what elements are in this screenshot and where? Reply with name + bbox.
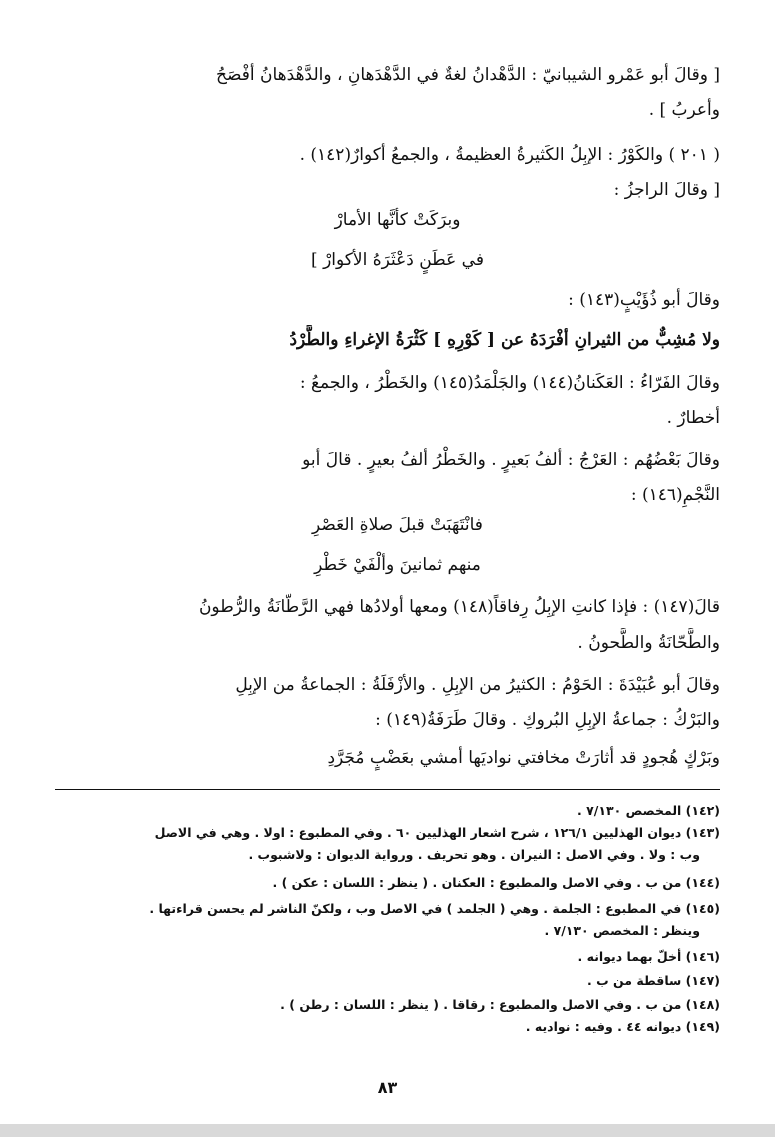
text-line: وأعربُ ] . [648, 100, 720, 120]
scan-edge [0, 1124, 775, 1137]
verse-line: وبَرْكٍ هُجودٍ قد أثارَتْ مخافتي نواديَها أمشي بعَضْبٍ مُجَرَّدِ [327, 748, 720, 768]
text-line: أخطارٌ . [666, 408, 720, 428]
text-line: والطَّحّانَةُ والطَّحونُ . [577, 633, 720, 653]
footnote: وب : ولا . وفي الاصل : النيران . وهو تحريف . ورواية الديوان : ولاشبوب . [248, 847, 700, 862]
footnote: (١٤٧) ساقطة من ب . [587, 973, 720, 988]
text-line: النَّجْمِ(١٤٦) : [630, 485, 720, 505]
footnote: (١٤٨) من ب . وفي الاصل والمطبوع : رقاقا . ( ينظر : اللسان : رطن ) . [280, 997, 720, 1012]
text-line: [ وقالَ أبو عَمْرو الشيبانيّ : الدَّهْدانُ لغةٌ في الدَّهْدَهانِ ، والدَّهْدَهانُ أفْصَحُ [216, 65, 720, 85]
text-line: والبَرْكُ : جماعةُ الإبِلِ البُروكِ . وقالَ طَرَفَةُ(١٤٩) : [375, 710, 720, 730]
text-line: [ وقالَ الراجزُ : [613, 180, 720, 200]
text-line: وقالَ الفَرّاءُ : العَكَنانُ(١٤٤) والجَلْمَدُ(١٤٥) والخَطْرُ ، والجمعُ : [299, 373, 720, 393]
footnote: (١٤٥) في المطبوع : الجلمة . وهي ( الجلمد ) في الاصل وب ، ولكنّ الناشر لم يحسن قراءتها . [149, 901, 720, 916]
footnote: (١٤٤) من ب . وفي الاصل والمطبوع : العكنان . ( ينظر : اللسان : عكن ) . [272, 875, 720, 890]
footnote: (١٤٢) المخصص ٧/١٣٠ . [577, 803, 720, 818]
footnote: وينظر : المخصص ٧/١٣٠ . [544, 923, 700, 938]
text-line: ( ٢٠١ ) والكَوْرُ : الإبِلُ الكَثيرةُ العظيمةُ ، والجمعُ أكوارٌ(١٤٢) . [299, 145, 720, 165]
text-line: وقالَ أبو ذُؤَيْبٍ(١٤٣) : [568, 290, 720, 310]
verse-line: ولا مُشِبٌّ من الثيرانِ أفْرَدَهُ عن [ كَوْرِهِ ] كَثْرَةُ الإغراءِ والطَّرْدُ [289, 330, 720, 350]
text-line: قالَ(١٤٧) : فإذا كانتِ الإبِلُ رِفاقاً(١٤٨) ومعها أولادُها فهي الرَّطّانَةُ والرُّطونُ [198, 597, 720, 617]
footnote: (١٤٣) ديوان الهذليين ١٢٦/١ ، شرح اشعار الهذليين ٦٠ . وفي المطبوع : اولا . وهي في الاصل [154, 825, 720, 840]
verse-line: وبرَكَتْ كأنَّها الأمارْ [334, 210, 461, 230]
text-line: وقالَ أبو عُبَيْدَةَ : الحَوْمُ : الكثيرُ من الإبِلِ . والأزْفَلَةُ : الجماعةُ من الإبِلِ [235, 675, 720, 695]
verse-line: في عَطَنٍ دَعْثَرَهُ الأكوارْ ] [311, 250, 484, 270]
footnote: (١٤٦) أخلّ بهما ديوانه . [577, 949, 720, 964]
verse-line: منهم ثمانينَ وألْفَيْ خَطْرِ [314, 555, 481, 575]
footnote: (١٤٩) ديوانه ٤٤ . وفيه : نواديه . [525, 1019, 720, 1034]
verse-line: فانْتَهَبَتْ قبلَ صلاةِ العَصْرِ [312, 515, 483, 535]
text-line: وقالَ بَعْضُهُم : العَرْجُ : ألفُ بَعيرٍ . والخَطْرُ ألفُ بعيرٍ . قالَ أبو [302, 450, 720, 470]
footnote-separator [55, 789, 720, 790]
page-number: ٨٣ [377, 1078, 398, 1097]
